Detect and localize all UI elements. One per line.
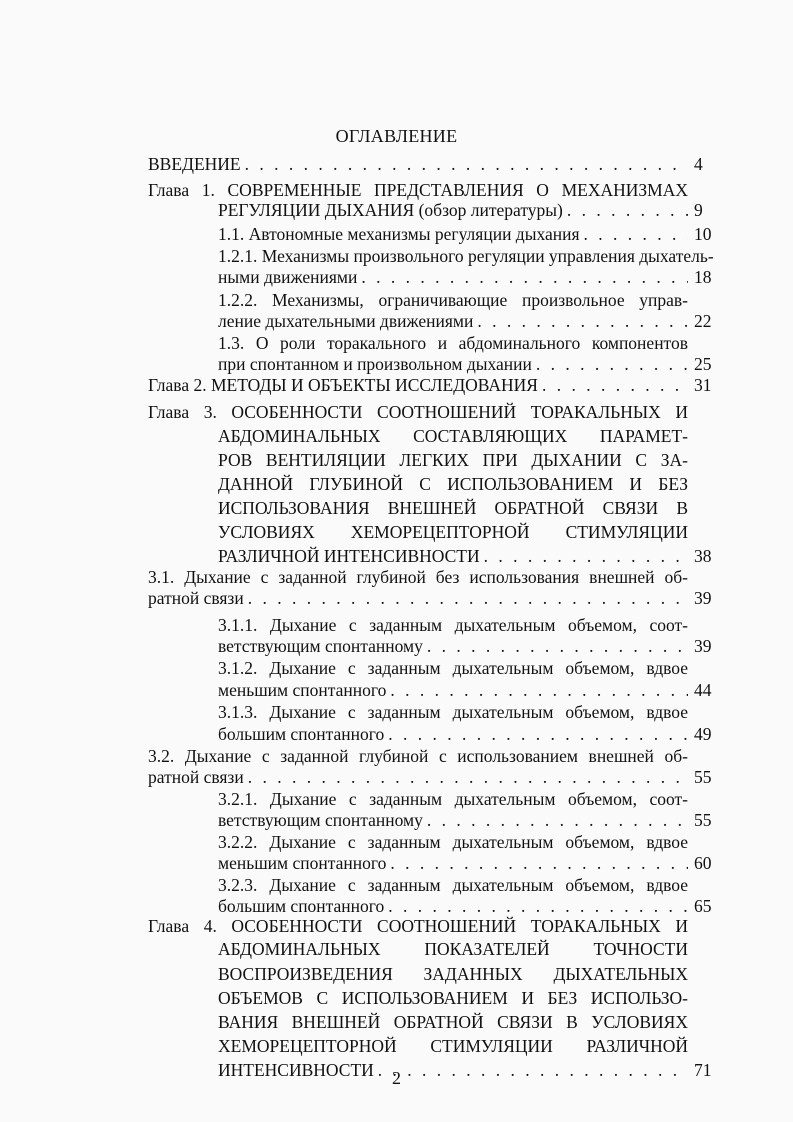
toc-page-number: 55 <box>694 767 712 787</box>
toc-entry-text: 1.2.1. Механизмы произвольного регуляции управления дыхатель- <box>218 246 714 266</box>
toc-entry-text: большим спонтанного <box>218 724 385 744</box>
toc-entry-text: Глава 2. МЕТОДЫ И ОБЪЕКТЫ ИССЛЕДОВАНИЯ <box>148 375 538 395</box>
toc-entry-text: ратной связи <box>148 588 244 608</box>
toc-entry-text: ветствующим спонтанному <box>218 636 423 656</box>
toc-entry-text: УСЛОВИЯХ ХЕМОРЕЦЕПТОРНОЙ СТИМУЛЯЦИИ <box>218 522 688 542</box>
toc-entry-text: при спонтанном и произвольном дыхании <box>218 354 532 374</box>
dot-leader <box>390 851 688 875</box>
toc-page-number: 31 <box>694 375 712 395</box>
toc-page-number: 18 <box>694 267 712 287</box>
toc-page-number: 4 <box>694 154 703 174</box>
toc-entry-text: АБДОМИНАЛЬНЫХ СОСТАВЛЯЮЩИХ ПАРАМЕТ- <box>218 426 688 446</box>
toc-entry-text: ОБЪЕМОВ С ИСПОЛЬЗОВАНИЕМ И БЕЗ ИСПОЛЬЗО- <box>218 988 688 1008</box>
toc-page-number: 49 <box>694 724 712 744</box>
toc-entry-text: 3.1.3. Дыхание с заданным дыхательным объемом, вдвое <box>218 702 688 722</box>
toc-entry-text: 3.2.2. Дыхание с заданным дыхательным объемом, вдвое <box>218 832 688 852</box>
toc-page-number: 22 <box>694 311 712 331</box>
toc-entry-text: ветствующим спонтанному <box>218 810 423 830</box>
toc-page-number: 39 <box>694 588 712 608</box>
toc-entry-text: РАЗЛИЧНОЙ ИНТЕНСИВНОСТИ <box>218 546 480 566</box>
toc-entry-text: 3.1.2. Дыхание с заданным дыхательным объемом, вдвое <box>218 658 688 678</box>
toc-entry-text: РОВ ВЕНТИЛЯЦИИ ЛЕГКИХ ПРИ ДЫХАНИИ С ЗА- <box>218 450 688 470</box>
toc-entry-text: ДАННОЙ ГЛУБИНОЙ С ИСПОЛЬЗОВАНИЕМ И БЕЗ <box>218 474 688 494</box>
toc-entry-text: 1.3. О роли торакального и абдоминального компонентов <box>218 333 688 353</box>
toc-entry-text: ИСПОЛЬЗОВАНИЯ ВНЕШНЕЙ ОБРАТНОЙ СВЯЗИ В <box>218 498 688 518</box>
toc-entry-text: 1.1. Автономные механизмы регуляции дыхания <box>218 224 580 244</box>
dot-leader <box>248 765 688 789</box>
toc-entry-text: ХЕМОРЕЦЕПТОРНОЙ СТИМУЛЯЦИИ РАЗЛИЧНОЙ <box>218 1036 688 1056</box>
dot-leader <box>248 586 688 610</box>
toc-entry-text: меньшим спонтанного <box>218 680 387 700</box>
dot-leader <box>584 222 688 246</box>
toc-page-number: 10 <box>694 224 712 244</box>
toc-page-number: 65 <box>694 896 712 916</box>
toc-entry-text: ратной связи <box>148 767 244 787</box>
toc-page-number: 25 <box>694 354 712 374</box>
toc-entry-text: ление дыхательными движениями <box>218 311 474 331</box>
toc-entry-text: ными движениями <box>218 267 358 287</box>
toc-entry-text: ИНТЕНСИВНОСТИ <box>218 1060 374 1080</box>
dot-leader <box>427 634 688 658</box>
toc-entry-text: 3.1. Дыхание с заданной глубиной без использования внешней об- <box>148 567 688 587</box>
toc-entry-text: Глава 1. СОВРЕМЕННЫЕ ПРЕДСТАВЛЕНИЯ О МЕХАНИЗМАХ <box>148 180 688 200</box>
toc-page-number: 9 <box>694 200 703 220</box>
toc-page-number: 60 <box>694 853 712 873</box>
toc-page-number: 38 <box>694 546 712 566</box>
toc-entry-text: 3.1.1. Дыхание с заданным дыхательным объемом, соот- <box>218 615 688 635</box>
toc-entry-text: меньшим спонтанного <box>218 853 387 873</box>
dot-leader <box>567 198 688 222</box>
toc-entry-text: АБДОМИНАЛЬНЫХ ПОКАЗАТЕЛЕЙ ТОЧНОСТИ <box>218 939 688 959</box>
dot-leader <box>477 309 688 333</box>
toc-title: ОГЛАВЛЕНИЕ <box>335 126 458 146</box>
toc-entry-text: 3.2.3. Дыхание с заданным дыхательным объемом, вдвое <box>218 875 688 895</box>
dot-leader <box>427 808 688 832</box>
toc-page-number: 39 <box>694 636 712 656</box>
toc-entry-text: Глава 4. ОСОБЕННОСТИ СООТНОШЕНИЙ ТОРАКАЛЬНЫХ И <box>148 916 688 936</box>
dot-leader <box>245 152 688 176</box>
toc-entry-text: 1.2.2. Механизмы, ограничивающие произвольное управ- <box>218 290 688 310</box>
dot-leader <box>390 678 688 702</box>
toc-page-number: 71 <box>694 1060 712 1080</box>
toc-entry-text: 3.2. Дыхание с заданной глубиной с использованием внешней об- <box>148 746 688 766</box>
toc-entry-text: Глава 3. ОСОБЕННОСТИ СООТНОШЕНИЙ ТОРАКАЛЬНЫХ И <box>148 402 688 422</box>
toc-entry-text: ВОСПРОИЗВЕДЕНИЯ ЗАДАННЫХ ДЫХАТЕЛЬНЫХ <box>218 964 688 984</box>
dot-leader <box>542 373 688 397</box>
toc-page-number: 44 <box>694 680 712 700</box>
page-number: 2 <box>392 1068 401 1088</box>
toc-entry-text: большим спонтанного <box>218 896 385 916</box>
dot-leader <box>361 265 688 289</box>
dot-leader <box>388 722 688 746</box>
toc-entry-text: 3.2.1. Дыхание с заданным дыхательным объемом, соот- <box>218 789 688 809</box>
toc-entry-text: ВАНИЯ ВНЕШНЕЙ ОБРАТНОЙ СВЯЗИ В УСЛОВИЯХ <box>218 1012 688 1032</box>
toc-entry-text: РЕГУЛЯЦИИ ДЫХАНИЯ (обзор литературы) <box>218 200 563 220</box>
toc-entry-text: ВВЕДЕНИЕ <box>148 154 241 174</box>
toc-page-number: 55 <box>694 810 712 830</box>
